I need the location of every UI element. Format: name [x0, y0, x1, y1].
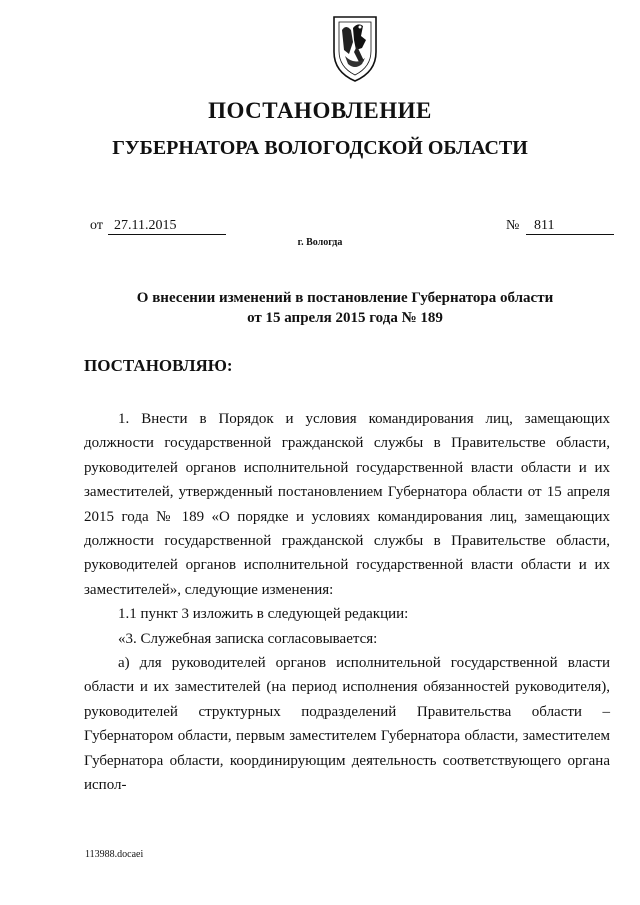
coat-of-arms-icon	[330, 14, 380, 84]
paragraph-1: 1. Внести в Порядок и условия командирования лиц, замещающих должности государственной гражданской службы в Правительстве области, руководителей органов исполнительной государственной власти области и их заместителей, утвержденный постановлением Губернатора области от 15 апреля 2015 года № 189 «О порядке и условиях командирования лиц, замещающих должности государственной гражданской службы в Правительстве области, руководителей органов исполнительной государственной власти области и их заместителей», следующие изменения:	[84, 411, 610, 598]
subject-heading	[100, 288, 590, 328]
paragraph-3: «3. Служебная записка согласовывается:	[118, 630, 378, 647]
number-value: 811	[526, 218, 614, 235]
footer-doc-id: 113988.docaei	[85, 849, 144, 860]
number-label: №	[506, 218, 520, 233]
decree-heading: ПОСТАНОВЛЯЮ:	[84, 356, 233, 375]
date-label: от	[90, 218, 103, 233]
date-value: 27.11.2015	[108, 218, 226, 235]
body-text	[84, 407, 610, 798]
subject-line-2: от 15 апреля 2015 года № 189	[247, 310, 443, 326]
document-subtitle: ГУБЕРНАТОРА ВОЛОГОДСКОЙ ОБЛАСТИ	[112, 137, 528, 159]
paragraph-4: а) для руководителей органов исполнительной государственной власти области и их заместителей (на период исполнения обязанностей руководителя), руководителей структурных подразделений Правительства области – Губернатором области, первым заместителем Губернатора области, заместителем Губернатора области, координирующим деятельность соответствующего органа испол-	[84, 655, 610, 794]
paragraph-2: 1.1 пункт 3 изложить в следующей редакции:	[118, 606, 409, 623]
city-label: г. Вологда	[297, 237, 343, 248]
document-title: ПОСТАНОВЛЕНИЕ	[208, 98, 432, 123]
subject-line-1: О внесении изменений в постановление Губернатора области	[136, 290, 554, 306]
